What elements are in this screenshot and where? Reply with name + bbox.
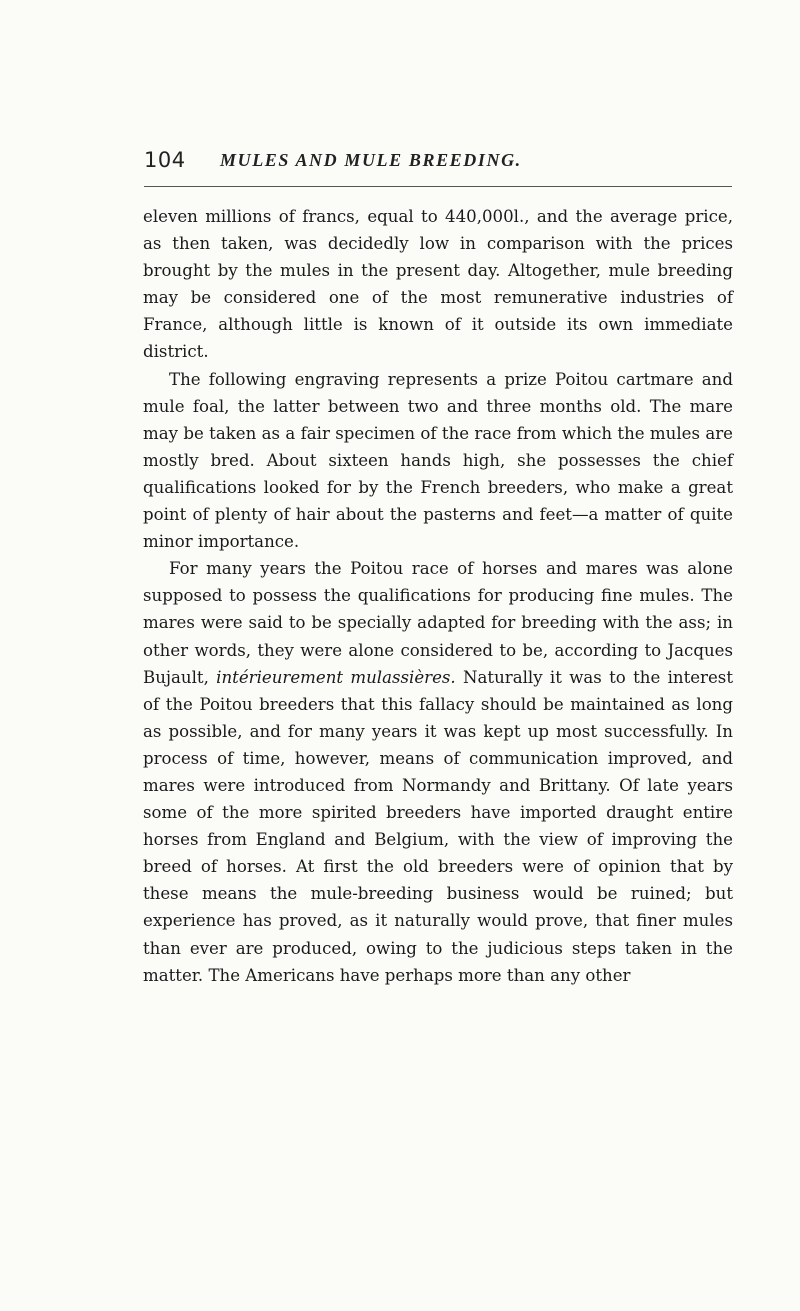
running-title: MULES AND MULE BREEDING. (220, 150, 522, 170)
paragraph-2: The following engraving represents a prize Poitou cartmare and mule foal, the latter between two and three months old. The mare may be taken as a fair specimen of the race from which the mules are mostly bred. About sixteen hands high, she possesses the chief qualifications looked for by the French breeders, who make a great point of plenty of hair about the pasterns and feet—a matter of quite minor importance. (143, 369, 733, 552)
page-header (144, 148, 664, 180)
page-number: 104 (144, 148, 186, 172)
paragraph-1: eleven millions of francs, equal to 440,000l., and the average price, as then taken, was decidedly low in comparison with the prices brought by the mules in the present day. Altogether, mule breeding may be considered one of the most remunerative industries of France, although little is known of it outside its own immediate district. (143, 207, 733, 362)
paragraph-3-text-b: Naturally it was to the interest of the Poitou breeders that this fallacy should be maintained as long as possible, and for many years it was kept up most successfully. In process of time, however, means of communication improved, and mares were introduced from Normandy and Brittany. Of late years some of the more spirited breeders have imported draught entire horses from England and Belgium, with the view of improving the breed of horses. At first the old breeders were of opinion that by these means the mule-breeding business would be ruined; but experience has proved, as it naturally would prove, that finer mules than ever are produced, owing to the judicious steps taken in the matter. The Americans have perhaps more than any other (143, 667, 733, 985)
paragraph-3-italic: intérieurement mulassières. (216, 667, 456, 687)
paragraph-3-text-a: For many years the Poitou race of horses and mares was alone supposed to possess the qualifications for producing fine mules. The mares were said to be specially adapted for breeding with the ass; in other words, they were alone considered to be, according to Jacques Bujault, (143, 559, 733, 687)
header-rule (144, 186, 732, 187)
body-text (143, 203, 733, 989)
paragraph-3 (143, 555, 733, 989)
